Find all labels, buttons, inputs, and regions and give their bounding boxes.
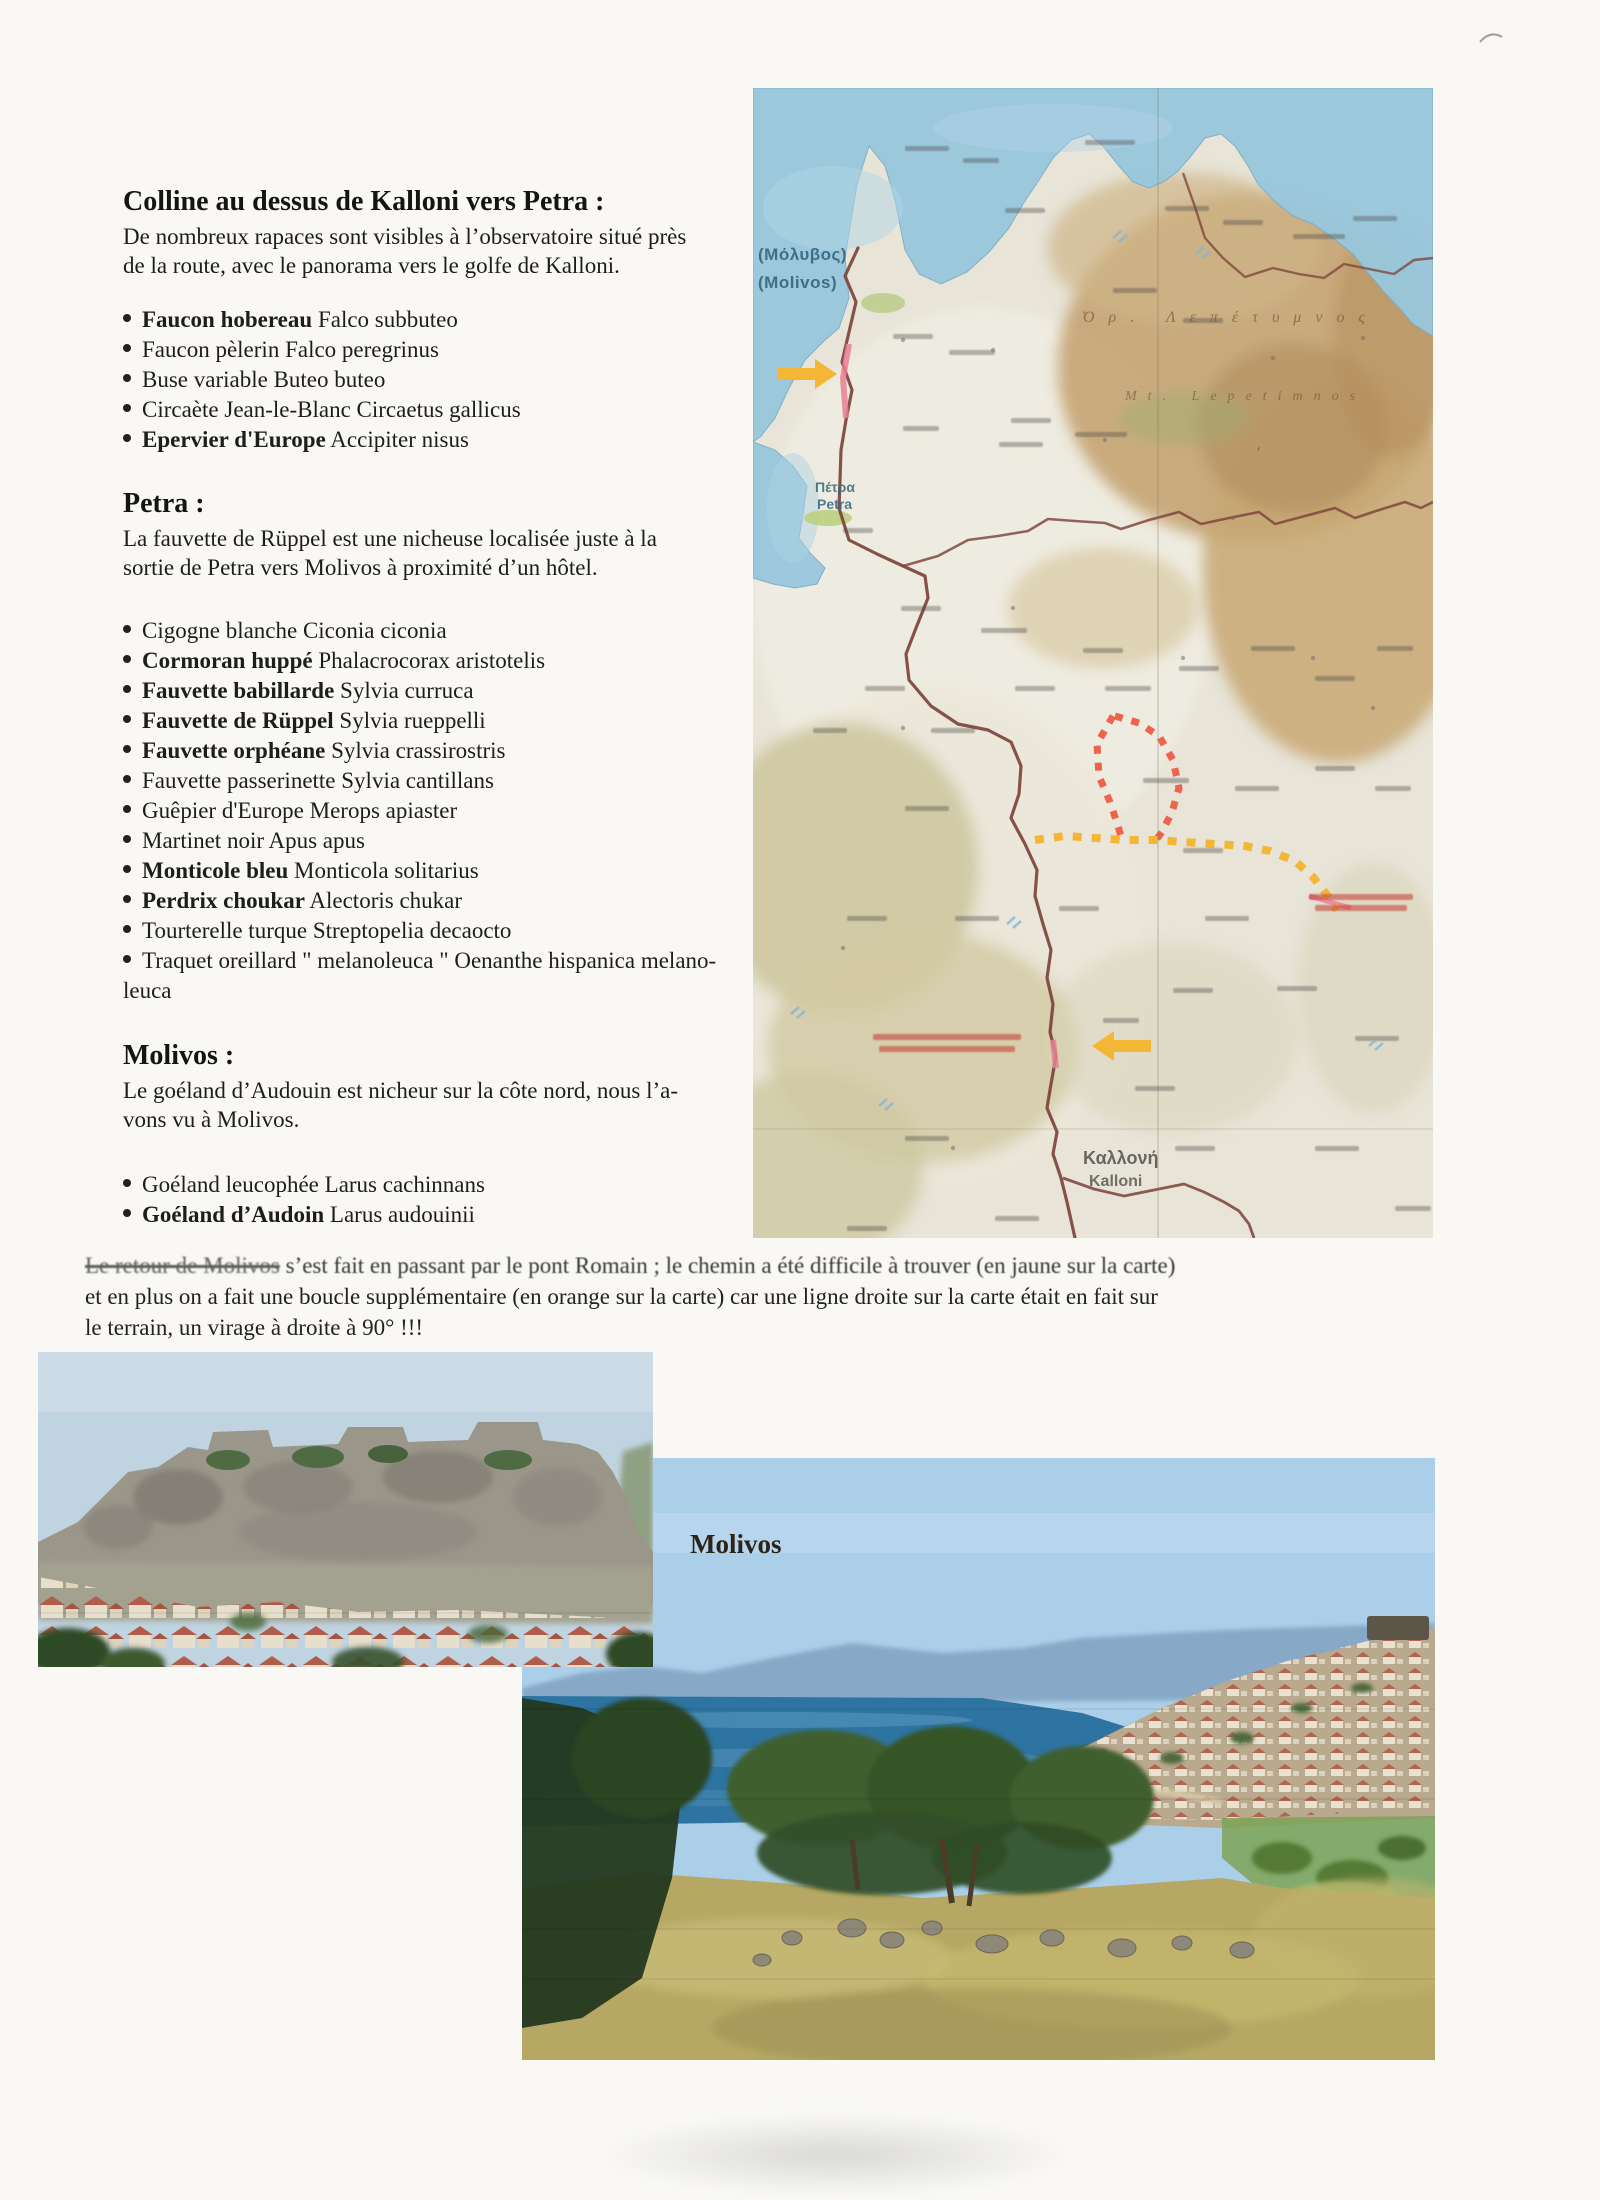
bird-item: Fauvette de Rüppel Sylvia rueppelli (123, 706, 755, 736)
bird-item: Perdrix choukar Alectoris chukar (123, 886, 755, 916)
scan-band (38, 1612, 653, 1614)
scan-artifact-mark: ʼ (1256, 444, 1262, 463)
photo-molivos-bay-svg (522, 1458, 1435, 2060)
scan-band (522, 1798, 1435, 1800)
paragraph-line: Le goéland d’Audouin est nicheur sur la côte nord, nous l’a- (123, 1078, 679, 1103)
heading-kalloni: Colline au dessus de Kalloni vers Petra : (123, 186, 605, 217)
scan-band (522, 1978, 1435, 1980)
scan-artifact-squiggle (1478, 28, 1512, 50)
bird-item: Buse variable Buteo buteo (123, 365, 521, 395)
bird-item: Guêpier d'Europe Merops apiaster (123, 796, 755, 826)
bird-item: Epervier d'Europe Accipiter nisus (123, 425, 521, 455)
section-molivos (123, 1040, 234, 1072)
bird-item: Tourterelle turque Streptopelia decaocto (123, 916, 755, 946)
photo-caption-molivos: Molivos (690, 1529, 782, 1559)
photo-molivos-castle-svg (38, 1352, 653, 1667)
bird-item: Cigogne blanche Ciconia ciconia (123, 616, 755, 646)
paragraph-line: vons vu à Molivos. (123, 1107, 300, 1132)
bird-item: Fauvette orphéane Sylvia crassirostris (123, 736, 755, 766)
bird-item: Fauvette babillarde Sylvia curruca (123, 676, 755, 706)
paragraph-line: sortie de Petra vers Molivos à proximité d’un hôtel. (123, 555, 598, 580)
petra-paragraph (123, 524, 657, 582)
map-label-kalloni-gr: Καλλονή (1083, 1148, 1159, 1168)
bird-list-kalloni (123, 305, 521, 455)
map-label-lepetymnos-en: Mt. Lepetimnos (1125, 389, 1367, 404)
photo-molivos-castle (38, 1352, 653, 1667)
bird-list-molivos (123, 1170, 485, 1230)
bird-item: Monticole bleu Monticola solitarius (123, 856, 755, 886)
bird-item: Goéland d’Audoin Larus audouinii (123, 1200, 485, 1230)
paragraph-line: De nombreux rapaces sont visibles à l’observatoire situé près (123, 224, 687, 249)
paragraph-line: La fauvette de Rüppel est une nicheuse localisée juste à la (123, 526, 657, 551)
map-label-molivos-en: (Molivos) (758, 273, 838, 292)
bird-item: Traquet oreillard " melanoleuca " Oenanthe hispanica melano-leuca (123, 946, 755, 1006)
bird-item: Goéland leucophée Larus cachinnans (123, 1170, 485, 1200)
scan-band (522, 1708, 1435, 1710)
retour-paragraph (85, 1250, 1175, 1343)
struck-text: Le retour de Molivos (85, 1253, 280, 1278)
map-image (753, 88, 1433, 1238)
section-kalloni (123, 186, 604, 218)
kalloni-paragraph (123, 222, 686, 280)
bird-item: Fauvette passerinette Sylvia cantillans (123, 766, 755, 796)
castle-silhouette (1367, 1616, 1429, 1640)
molivos-paragraph (123, 1076, 678, 1134)
bird-item: Faucon hobereau Falco subbuteo (123, 305, 521, 335)
paragraph-line: de la route, avec le panorama vers le golfe de Kalloni. (123, 253, 620, 278)
bird-list-petra (123, 616, 755, 1006)
map-label-petra-en: Petra (817, 496, 853, 512)
bird-item: Martinet noir Apus apus (123, 826, 755, 856)
sky-band (38, 1352, 653, 1412)
section-petra (123, 488, 205, 520)
scan-band (522, 1928, 1435, 1930)
map-fade-overlay (753, 88, 1433, 1238)
bird-item: Faucon pèlerin Falco peregrinus (123, 335, 521, 365)
map-label-kalloni-en: Kalloni (1089, 1173, 1143, 1190)
paragraph-line: et en plus on a fait une boucle supplémentaire (en orange sur la carte) car une ligne droite sur la carte était en fait sur (85, 1284, 1158, 1309)
heading-molivos: Molivos : (123, 1040, 235, 1071)
paragraph-line: le terrain, un virage à droite à 90° !!! (85, 1315, 424, 1340)
foreground-trees (727, 1726, 1154, 1895)
bird-item: Cormoran huppé Phalacrocorax aristotelis (123, 646, 755, 676)
paragraph-line: Le retour de Molivos s’est fait en passant par le pont Romain ; le chemin a été difficile à trouver (en jaune sur la carte) (85, 1253, 1176, 1278)
lesvos-map (753, 88, 1433, 1238)
map-label-lepetymnos-gr: Όρ. Λεπέτυμνος (1083, 309, 1379, 326)
scan-shadow (600, 2115, 1070, 2195)
photo-molivos-bay (522, 1458, 1435, 2060)
bird-item: Circaète Jean-le-Blanc Circaetus gallicus (123, 395, 521, 425)
sky-band (522, 1513, 1435, 1553)
map-label-molivos-gr: (Μόλυβος) (758, 245, 848, 264)
heading-petra: Petra : (123, 488, 205, 519)
map-label-petra-gr: Πέτρα (815, 479, 855, 495)
